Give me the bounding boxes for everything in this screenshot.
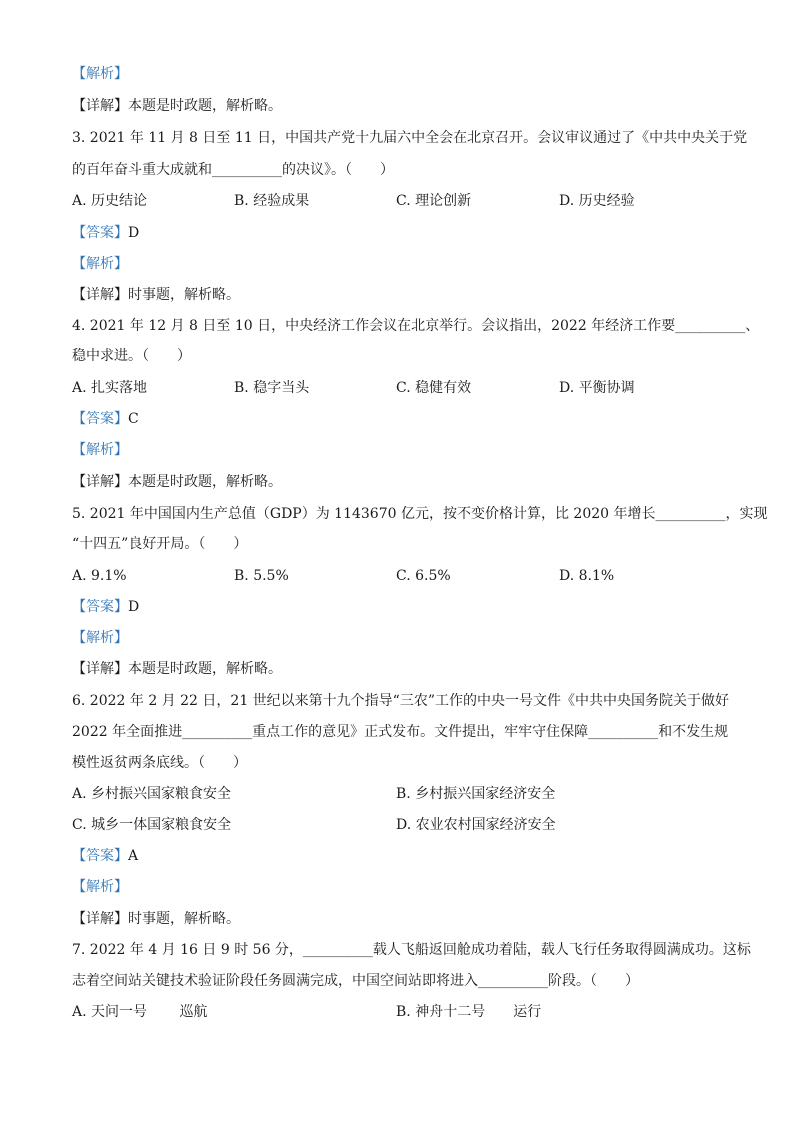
q7-option-b: B. 神舟十二号 运行 [396,1004,542,1020]
q2-analysis [72,62,128,86]
answer-value: D [128,225,140,241]
q5-answer [72,595,139,619]
q4-stem-line1: 4. 2021 年 12 月 8 日至 10 日，中央经济工作会议在北京举行。会议指出，2022 年经济工作要__________、 [72,318,760,334]
q5-options [72,564,722,588]
answer-value: D [128,599,140,615]
answer-tag: 【答案】 [72,848,128,864]
detail-text: 本题是时政题，解析略。 [128,661,282,677]
q6-stem-line1: 6. 2022 年 2 月 22 日，21 世纪以来第十九个指导“三农”工作的中央一号文件《中共中央国务院关于做好 [72,693,729,709]
q6-option-c: C. 城乡一体国家粮食安全 [72,817,232,833]
q6-option-d: D. 农业农村国家经济安全 [396,817,556,833]
q4-option-b: B. 稳字当头 [234,380,310,396]
answer-value: A [128,848,139,864]
analysis-tag: 【解析】 [72,66,128,82]
q3-option-c: C. 理论创新 [396,193,472,209]
q6-answer [72,844,138,868]
answer-tag: 【答案】 [72,411,128,427]
q4-option-c: C. 稳健有效 [396,380,472,396]
q7-options [72,1000,722,1024]
q3-analysis [72,252,128,276]
analysis-tag: 【解析】 [72,879,128,895]
q6-detail [72,907,240,931]
q7-stem-line1: 7. 2022 年 4 月 16 日 9 时 56 分，__________载人飞船返回舱成功着陆，载人飞行任务取得圆满成功。这标 [72,942,751,958]
q4-stem-line2: 稳中求进。（ ） [72,348,191,364]
q4-option-d: D. 平衡协调 [559,380,635,396]
answer-value: C [128,411,139,427]
q5-option-c: C. 6.5% [396,568,451,584]
q5-stem-line1: 5. 2021 年中国国内生产总值（GDP）为 1143670 亿元，按不变价格计算，比 2020 年增长__________，实现 [72,506,768,522]
q5-detail [72,657,282,681]
detail-text: 时事题，解析略。 [128,287,240,303]
detail-tag: 【详解】 [72,287,128,303]
answer-tag: 【答案】 [72,225,128,241]
q5-analysis [72,626,128,650]
q4-analysis [72,438,128,462]
q3-stem-line2: 的百年奋斗重大成就和__________的决议》。（ ） [72,162,394,178]
q6-analysis [72,875,128,899]
q5-option-b: B. 5.5% [234,568,289,584]
answer-tag: 【答案】 [72,599,128,615]
q2-detail [72,94,282,118]
analysis-tag: 【解析】 [72,630,128,646]
q7-option-a: A. 天问一号 巡航 [72,1004,208,1020]
q3-detail [72,283,240,307]
q6-options-row2 [72,813,722,837]
q4-answer [72,407,139,431]
q6-stem-line2: 2022 年全面推进__________重点工作的意见》正式发布。文件提出，牢牢守住保障__________和不发生规 [72,724,729,740]
q7-stem-line2: 志着空间站关键技术验证阶段任务圆满完成，中国空间站即将进入__________阶段。（ ） [72,973,639,989]
q4-option-a: A. 扎实落地 [72,380,148,396]
analysis-tag: 【解析】 [72,256,128,272]
q4-detail [72,470,282,494]
q3-stem-line1: 3. 2021 年 11 月 8 日至 11 日，中国共产党十九届六中全会在北京召开。会议审议通过了《中共中央关于党 [72,130,748,146]
q5-option-d: D. 8.1% [559,568,615,584]
q5-option-a: A. 9.1% [72,568,127,584]
detail-tag: 【详解】 [72,911,128,927]
q3-options [72,189,722,213]
detail-tag: 【详解】 [72,474,128,490]
detail-text: 本题是时政题，解析略。 [128,98,282,114]
q6-options-row1 [72,782,722,806]
q6-option-b: B. 乡村振兴国家经济安全 [396,786,556,802]
q3-option-a: A. 历史结论 [72,193,148,209]
detail-tag: 【详解】 [72,98,128,114]
detail-tag: 【详解】 [72,661,128,677]
q4-options [72,376,722,400]
q3-option-d: D. 历史经验 [559,193,635,209]
q5-stem-line2: “十四五”良好开局。（ ） [72,536,248,552]
q3-answer [72,221,139,245]
analysis-tag: 【解析】 [72,442,128,458]
q3-option-b: B. 经验成果 [234,193,310,209]
detail-text: 时事题，解析略。 [128,911,240,927]
detail-text: 本题是时政题，解析略。 [128,474,282,490]
q6-option-a: A. 乡村振兴国家粮食安全 [72,786,232,802]
q6-stem-line3: 模性返贫两条底线。（ ） [72,755,247,771]
